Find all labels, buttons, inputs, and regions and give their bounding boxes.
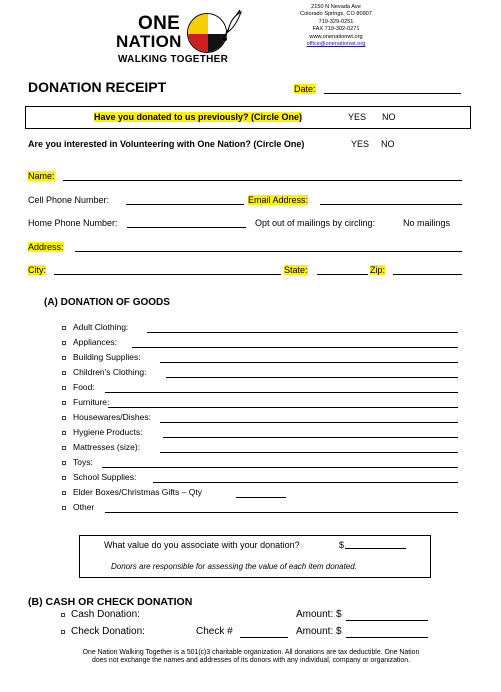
- check-donation-label: Check Donation:: [71, 626, 145, 637]
- goods-item-field[interactable]: [132, 347, 458, 348]
- opt-out-label: Opt out of mailings by circling:: [255, 218, 376, 228]
- medicine-wheel-icon: [187, 13, 227, 53]
- email-label: Email Address:: [248, 195, 309, 205]
- goods-checkbox[interactable]: [62, 356, 66, 360]
- date-label: Date:: [294, 84, 316, 94]
- goods-item-label: Adult Clothing:: [73, 322, 129, 332]
- goods-item-label: Mattresses (size):: [73, 442, 141, 452]
- previous-no-option[interactable]: NO: [382, 112, 396, 122]
- cash-amount-label: Amount: $: [296, 609, 342, 620]
- city-field[interactable]: [54, 274, 281, 275]
- goods-item-field[interactable]: [108, 407, 458, 408]
- email-field[interactable]: [320, 204, 462, 205]
- goods-checkbox[interactable]: [62, 401, 66, 405]
- state-field[interactable]: [317, 274, 368, 275]
- city-label: City:: [28, 265, 46, 275]
- feather-icon: [222, 8, 244, 42]
- goods-item-label: Housewares/Dishes:: [73, 412, 151, 422]
- address-field[interactable]: [75, 251, 462, 252]
- goods-item-field[interactable]: [160, 452, 458, 453]
- name-label: Name:: [28, 171, 55, 181]
- footer-line-2: does not exchange the names and addresses of its donors with any individual, company or organization.: [92, 657, 410, 664]
- goods-item-field[interactable]: [236, 497, 286, 498]
- cell-phone-field[interactable]: [126, 204, 244, 205]
- zip-label: Zip:: [370, 265, 386, 275]
- goods-checkbox[interactable]: [62, 371, 66, 375]
- cash-section-title: (B) CASH OR CHECK DONATION: [28, 596, 193, 608]
- zip-field[interactable]: [393, 274, 462, 275]
- logo-line-nation: NATION: [116, 32, 182, 51]
- footer-line-1: One Nation Walking Together is a 501(c)3 charitable organization. All donations are tax deductible. One Nation: [82, 649, 420, 656]
- goods-item-field[interactable]: [160, 422, 458, 423]
- volunteer-no-option[interactable]: NO: [381, 139, 395, 149]
- org-email-link[interactable]: office@onenationwt.org: [306, 41, 366, 48]
- org-address-line2: Colorado Springs, CO 80907: [300, 11, 372, 18]
- goods-checkbox[interactable]: [62, 476, 66, 480]
- page-title: DONATION RECEIPT: [28, 79, 167, 95]
- goods-item-label: Toys:: [73, 457, 93, 467]
- volunteer-yes-option[interactable]: YES: [351, 139, 370, 149]
- volunteer-question: Are you interested in Volunteering with One Nation? (Circle One): [28, 139, 305, 149]
- previous-yes-option[interactable]: YES: [348, 112, 367, 122]
- goods-item-field[interactable]: [105, 512, 458, 513]
- goods-item-field[interactable]: [105, 392, 458, 393]
- logo-line-walking-together: WALKING TOGETHER: [118, 54, 229, 65]
- check-checkbox[interactable]: [61, 630, 65, 634]
- goods-checkbox[interactable]: [62, 416, 66, 420]
- cell-phone-label: Cell Phone Number:: [28, 195, 110, 205]
- goods-checkbox[interactable]: [62, 386, 66, 390]
- address-label: Address:: [28, 242, 64, 252]
- goods-checkbox[interactable]: [62, 326, 66, 330]
- no-mailings-option[interactable]: No mailings: [403, 218, 451, 228]
- goods-item-field[interactable]: [102, 467, 458, 468]
- goods-item-label: Elder Boxes/Christmas Gifts – Qty: [73, 487, 202, 497]
- check-number-label: Check #: [196, 626, 233, 637]
- logo-line-one: ONE: [138, 13, 181, 34]
- name-field[interactable]: [63, 180, 462, 181]
- goods-section-title: (A) DONATION OF GOODS: [44, 297, 170, 308]
- footer-disclaimer: [30, 649, 472, 665]
- goods-item-field[interactable]: [147, 332, 458, 333]
- state-label: State:: [284, 265, 308, 275]
- value-note: Donors are responsible for assessing the value of each item donated.: [111, 562, 357, 571]
- value-field[interactable]: [345, 548, 406, 549]
- goods-item-field[interactable]: [163, 437, 458, 438]
- org-phone: 719-329-0251: [318, 18, 354, 25]
- cash-amount-field[interactable]: [346, 620, 428, 621]
- date-field[interactable]: [324, 93, 461, 94]
- cash-checkbox[interactable]: [61, 613, 65, 617]
- contact-block: [276, 4, 396, 48]
- org-website[interactable]: www.onenationwt.org: [309, 33, 363, 40]
- check-amount-field[interactable]: [346, 637, 428, 638]
- goods-item-label: Hygiene Products:: [73, 427, 143, 437]
- check-number-field[interactable]: [240, 637, 288, 638]
- goods-item-label: Food:: [73, 382, 95, 392]
- goods-checkbox[interactable]: [62, 506, 66, 510]
- goods-checkbox[interactable]: [62, 431, 66, 435]
- goods-item-label: School Supplies:: [73, 472, 137, 482]
- org-fax: FAX 719-302-0271: [312, 26, 360, 33]
- org-address-line1: 2150 N Nevada Ave: [311, 4, 361, 10]
- home-phone-label: Home Phone Number:: [28, 218, 118, 228]
- goods-item-label: Appliances:: [73, 337, 117, 347]
- value-question: What value do you associate with your donation?: [104, 540, 300, 550]
- goods-item-label: Furniture:: [73, 397, 110, 407]
- cash-donation-label: Cash Donation:: [71, 609, 140, 620]
- goods-item-label: Building Supplies:: [73, 352, 141, 362]
- goods-item-field[interactable]: [153, 482, 458, 483]
- check-amount-label: Amount: $: [296, 626, 342, 637]
- goods-item-field[interactable]: [160, 362, 458, 363]
- goods-checkbox[interactable]: [62, 461, 66, 465]
- home-phone-field[interactable]: [127, 227, 246, 228]
- goods-checkbox[interactable]: [62, 446, 66, 450]
- goods-item-label: Other: [73, 502, 95, 512]
- goods-checkbox[interactable]: [62, 341, 66, 345]
- previous-donation-question: Have you donated to us previously? (Circle One): [94, 112, 303, 122]
- value-dollar-sign: $: [339, 540, 345, 550]
- goods-checkbox[interactable]: [62, 491, 66, 495]
- goods-item-field[interactable]: [166, 377, 458, 378]
- goods-item-label: Children's Clothing:: [73, 367, 147, 377]
